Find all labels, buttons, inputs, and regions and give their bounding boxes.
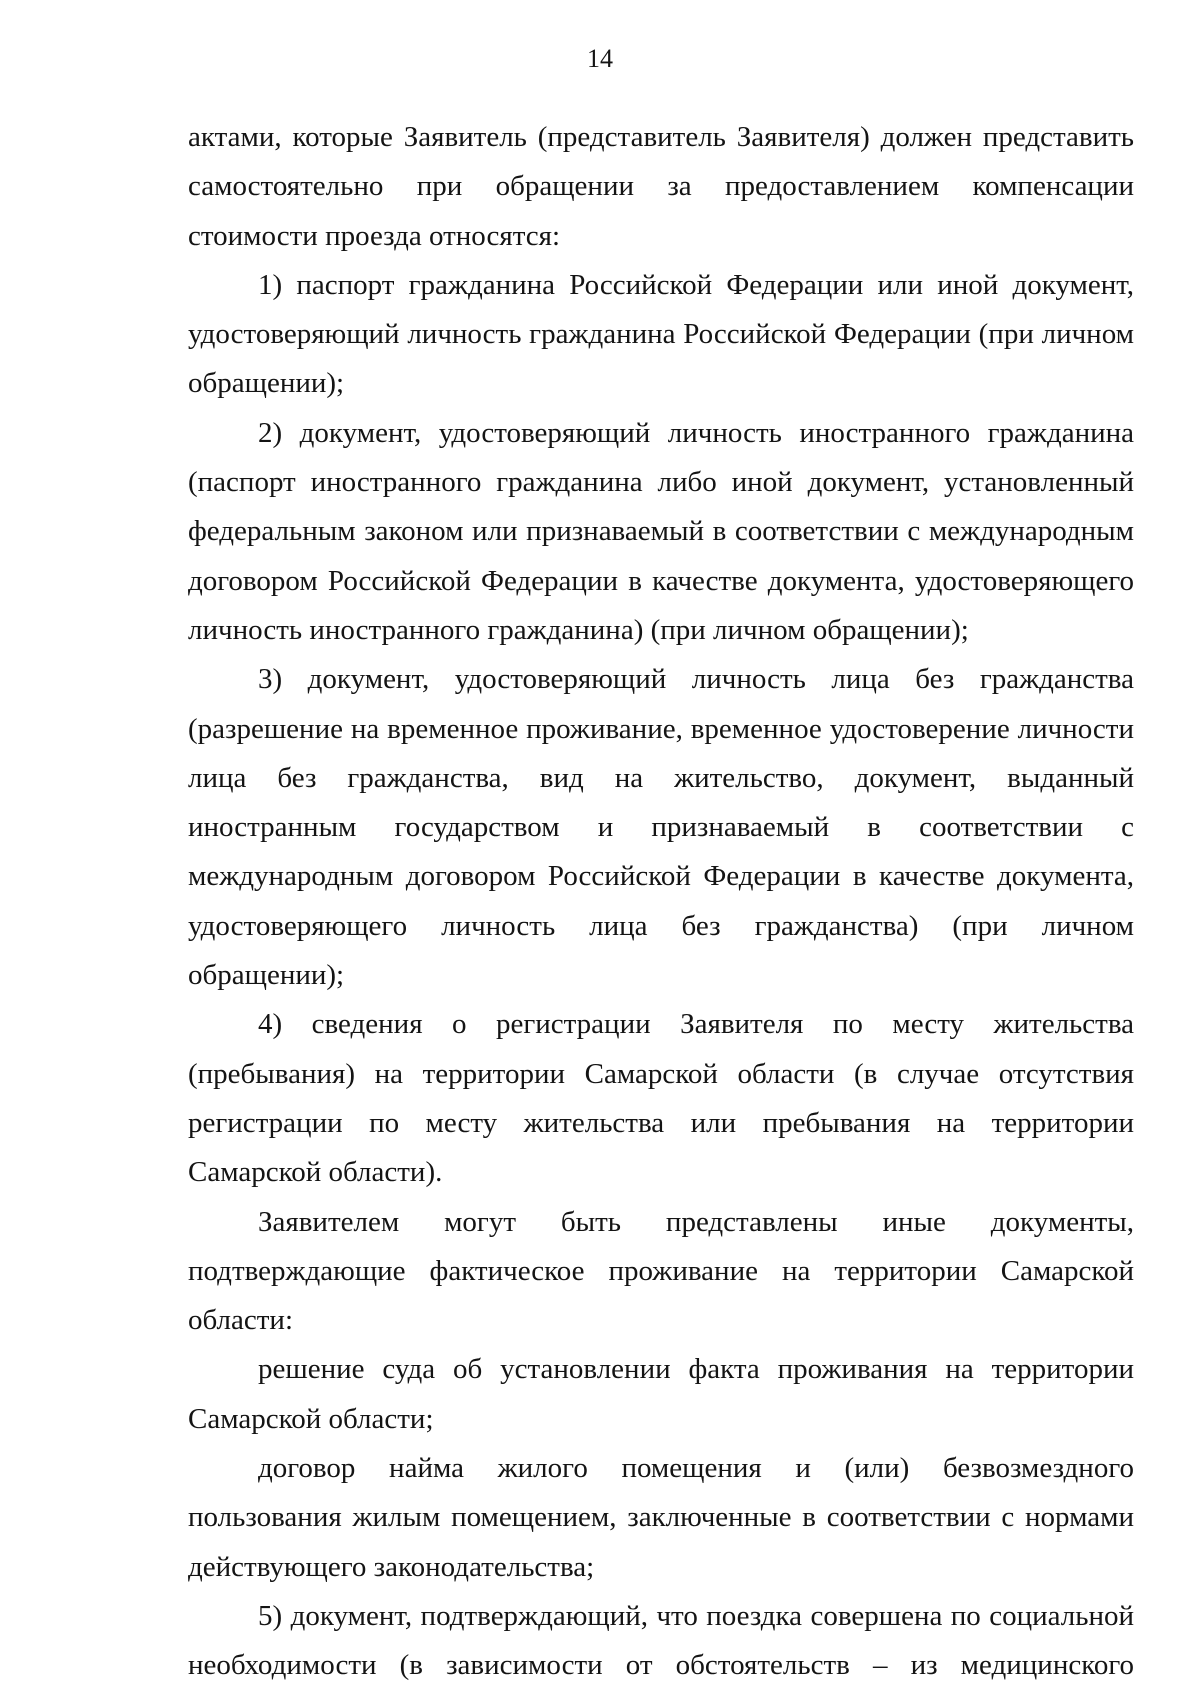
paragraph-lease-agreement: договор найма жилого помещения и (или) безвозмездного пользования жилым помещением, заключенные в соответствии с нормами действующего законодательства; xyxy=(188,1452,1134,1583)
paragraph-item-2-foreign-id: 2) документ, удостоверяющий личность иностранного гражданина (паспорт иностранного гражданина либо иной документ, установленный федеральным законом или признаваемый в соответствии с международным договором Российской Федерации в качестве документа, удостоверяющего личность иностранного гражданина) (при личном обращении); xyxy=(188,416,1134,646)
paragraph-court-decision: решение суда об установлении факта проживания на территории Самарской области; xyxy=(188,1353,1134,1435)
page-number: 14 xyxy=(587,44,613,73)
paragraph-item-5-social-necessity: 5) документ, подтверждающий, что поездка совершена по социальной необходимости (в зависимости от обстоятельств – из медицинского xyxy=(188,1599,1134,1682)
paragraph-item-4-registration: 4) сведения о регистрации Заявителя по месту жительства (пребывания) на территории Самарской области (в случае отсутствия регистрации по месту жительства или пребывания на территории Самарской области). xyxy=(188,1008,1134,1189)
paragraph-item-1-passport: 1) паспорт гражданина Российской Федерации или иной документ, удостоверяющий личность гражданина Российской Федерации (при личном обращении); xyxy=(188,268,1134,400)
paragraph-item-3-stateless-id: 3) документ, удостоверяющий личность лица без гражданства (разрешение на временное проживание, временное удостоверение личности лица без гражданства, вид на жительство, документ, выданный иностранным государством и признаваемый в соответствии с международным договором Российской Федерации в качестве документа, удостоверяющего личность лица без гражданства) (при личном обращении); xyxy=(188,663,1134,992)
document-body xyxy=(188,113,1134,1691)
paragraph-other-documents: Заявителем могут быть представлены иные документы, подтверждающие фактическое проживание на территории Самарской области: xyxy=(188,1205,1134,1337)
paragraph-intro-continuation: актами, которые Заявитель (представитель Заявителя) должен представить самостоятельно при обращении за предоставлением компенсации стоимости проезда относятся: xyxy=(188,121,1134,252)
